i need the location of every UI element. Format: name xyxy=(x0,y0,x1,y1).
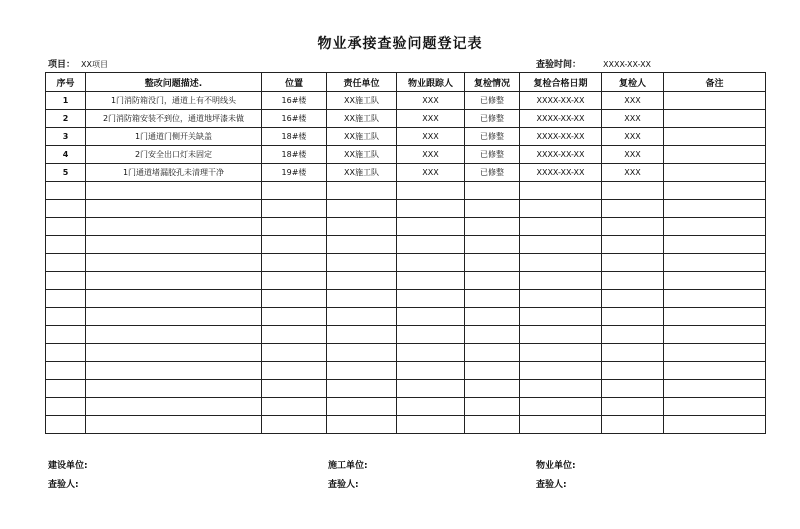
cell-unit xyxy=(327,380,397,398)
cell-date xyxy=(520,218,602,236)
cell-inspector: XXX xyxy=(602,92,664,110)
cell-desc: 1门通道门侧开关缺盖 xyxy=(86,128,262,146)
meta-row xyxy=(46,57,766,71)
cell-unit xyxy=(327,344,397,362)
cell-location xyxy=(262,182,327,200)
cell-no: 2 xyxy=(46,110,86,128)
cell-unit xyxy=(327,236,397,254)
cell-inspector xyxy=(602,182,664,200)
table-row-empty xyxy=(46,200,766,218)
cell-location: 18#楼 xyxy=(262,128,327,146)
cell-desc xyxy=(86,308,262,326)
cell-status xyxy=(465,308,520,326)
cell-date xyxy=(520,290,602,308)
cell-tracker xyxy=(397,326,465,344)
inspector-label: 查验人: xyxy=(328,480,359,490)
cell-status xyxy=(465,416,520,434)
cell-note xyxy=(664,128,766,146)
table-row-empty xyxy=(46,344,766,362)
inspector-label: 查验人: xyxy=(536,480,567,490)
table-row-empty xyxy=(46,380,766,398)
cell-location xyxy=(262,290,327,308)
cell-no: 5 xyxy=(46,164,86,182)
cell-date: XXXX-XX-XX xyxy=(520,128,602,146)
cell-inspector xyxy=(602,218,664,236)
cell-desc xyxy=(86,398,262,416)
cell-location xyxy=(262,380,327,398)
cell-tracker xyxy=(397,272,465,290)
cell-note xyxy=(664,254,766,272)
cell-date xyxy=(520,200,602,218)
cell-inspector xyxy=(602,254,664,272)
cell-tracker: XXX xyxy=(397,146,465,164)
cell-status: 已修整 xyxy=(465,92,520,110)
cell-no xyxy=(46,344,86,362)
cell-inspector: XXX xyxy=(602,128,664,146)
cell-location xyxy=(262,200,327,218)
cell-location xyxy=(262,326,327,344)
cell-desc xyxy=(86,380,262,398)
table-row-empty xyxy=(46,236,766,254)
cell-no xyxy=(46,182,86,200)
cell-desc: 2门安全出口灯未固定 xyxy=(86,146,262,164)
cell-tracker: XXX xyxy=(397,92,465,110)
date-info xyxy=(536,57,651,70)
cell-no xyxy=(46,254,86,272)
cell-unit: XX施工队 xyxy=(327,92,397,110)
date-label: 查验时间： xyxy=(536,60,582,70)
cell-tracker: XXX xyxy=(397,110,465,128)
cell-location xyxy=(262,218,327,236)
cell-status xyxy=(465,254,520,272)
cell-inspector xyxy=(602,344,664,362)
cell-no xyxy=(46,218,86,236)
cell-status: 已修整 xyxy=(465,110,520,128)
cell-date: XXXX-XX-XX xyxy=(520,164,602,182)
cell-note xyxy=(664,164,766,182)
cell-unit xyxy=(327,326,397,344)
cell-status: 已修整 xyxy=(465,128,520,146)
cell-note xyxy=(664,92,766,110)
table-row-empty xyxy=(46,416,766,434)
cell-note xyxy=(664,362,766,380)
cell-unit: XX施工队 xyxy=(327,110,397,128)
cell-date xyxy=(520,308,602,326)
cell-desc xyxy=(86,362,262,380)
cell-inspector xyxy=(602,200,664,218)
table-row-empty xyxy=(46,182,766,200)
cell-inspector xyxy=(602,308,664,326)
cell-status xyxy=(465,380,520,398)
cell-tracker xyxy=(397,362,465,380)
cell-unit xyxy=(327,200,397,218)
cell-location xyxy=(262,272,327,290)
cell-date xyxy=(520,344,602,362)
cell-note xyxy=(664,398,766,416)
table-row-empty xyxy=(46,398,766,416)
cell-status xyxy=(465,398,520,416)
cell-date: XXXX-XX-XX xyxy=(520,92,602,110)
project-label: 项目： xyxy=(48,60,76,70)
cell-date xyxy=(520,398,602,416)
cell-status xyxy=(465,344,520,362)
cell-inspector: XXX xyxy=(602,110,664,128)
header-cell-unit: 责任单位 xyxy=(327,73,397,92)
cell-desc xyxy=(86,254,262,272)
cell-tracker xyxy=(397,308,465,326)
cell-note xyxy=(664,416,766,434)
cell-unit: XX施工队 xyxy=(327,128,397,146)
cell-desc xyxy=(86,416,262,434)
cell-desc: 2门消防箱安装不到位，通道地坪漆未做 xyxy=(86,110,262,128)
cell-inspector xyxy=(602,362,664,380)
builder-unit-label: 施工单位: xyxy=(328,461,368,471)
header-cell-date: 复检合格日期 xyxy=(520,73,602,92)
cell-no xyxy=(46,398,86,416)
table-row-empty xyxy=(46,362,766,380)
table-row xyxy=(46,164,766,182)
cell-location xyxy=(262,308,327,326)
cell-date: XXXX-XX-XX xyxy=(520,146,602,164)
cell-inspector xyxy=(602,398,664,416)
cell-date: XXXX-XX-XX xyxy=(520,110,602,128)
header-cell-note: 备注 xyxy=(664,73,766,92)
project-info xyxy=(48,57,108,70)
table-row-empty xyxy=(46,326,766,344)
cell-note xyxy=(664,326,766,344)
cell-unit xyxy=(327,182,397,200)
cell-inspector xyxy=(602,326,664,344)
cell-unit xyxy=(327,308,397,326)
cell-tracker xyxy=(397,344,465,362)
cell-note xyxy=(664,218,766,236)
cell-no xyxy=(46,200,86,218)
cell-note xyxy=(664,146,766,164)
cell-location xyxy=(262,254,327,272)
cell-unit xyxy=(327,290,397,308)
cell-status xyxy=(465,272,520,290)
cell-inspector xyxy=(602,236,664,254)
cell-date xyxy=(520,362,602,380)
cell-inspector: XXX xyxy=(602,164,664,182)
cell-date xyxy=(520,416,602,434)
cell-desc xyxy=(86,290,262,308)
cell-inspector xyxy=(602,272,664,290)
table-row xyxy=(46,146,766,164)
cell-desc xyxy=(86,218,262,236)
cell-unit xyxy=(327,362,397,380)
cell-date xyxy=(520,380,602,398)
cell-desc xyxy=(86,182,262,200)
cell-unit xyxy=(327,254,397,272)
cell-status xyxy=(465,200,520,218)
cell-tracker xyxy=(397,398,465,416)
table-row-empty xyxy=(46,290,766,308)
cell-note xyxy=(664,290,766,308)
cell-no xyxy=(46,380,86,398)
cell-inspector: XXX xyxy=(602,146,664,164)
cell-no xyxy=(46,272,86,290)
cell-unit: XX施工队 xyxy=(327,164,397,182)
table-header-row xyxy=(46,73,766,92)
cell-tracker xyxy=(397,290,465,308)
cell-tracker xyxy=(397,380,465,398)
cell-status xyxy=(465,218,520,236)
cell-location: 19#楼 xyxy=(262,164,327,182)
header-cell-no: 序号 xyxy=(46,73,86,92)
cell-inspector xyxy=(602,416,664,434)
signature-row-inspectors xyxy=(46,477,766,491)
inspector-label: 查验人: xyxy=(48,480,79,490)
property-unit-label: 物业单位: xyxy=(536,461,576,471)
cell-desc xyxy=(86,326,262,344)
cell-tracker xyxy=(397,416,465,434)
signature-row-units xyxy=(46,458,766,472)
cell-tracker xyxy=(397,254,465,272)
table-row-empty xyxy=(46,308,766,326)
cell-no xyxy=(46,362,86,380)
cell-date xyxy=(520,272,602,290)
cell-date xyxy=(520,254,602,272)
header-cell-location: 位置 xyxy=(262,73,327,92)
cell-unit: XX施工队 xyxy=(327,146,397,164)
cell-status xyxy=(465,326,520,344)
cell-no: 3 xyxy=(46,128,86,146)
cell-no xyxy=(46,290,86,308)
cell-unit xyxy=(327,218,397,236)
cell-date xyxy=(520,182,602,200)
cell-location xyxy=(262,236,327,254)
cell-date xyxy=(520,236,602,254)
cell-desc: 1门消防箱没门，通道上有不明线头 xyxy=(86,92,262,110)
cell-note xyxy=(664,200,766,218)
cell-desc xyxy=(86,200,262,218)
cell-inspector xyxy=(602,380,664,398)
cell-tracker xyxy=(397,218,465,236)
cell-location xyxy=(262,344,327,362)
cell-no xyxy=(46,308,86,326)
cell-no xyxy=(46,236,86,254)
project-value: XX项目 xyxy=(81,60,108,69)
cell-unit xyxy=(327,416,397,434)
cell-no xyxy=(46,416,86,434)
cell-no xyxy=(46,326,86,344)
table-row xyxy=(46,128,766,146)
cell-inspector xyxy=(602,290,664,308)
header-cell-desc: 整改问题描述. xyxy=(86,73,262,92)
cell-tracker xyxy=(397,182,465,200)
cell-tracker: XXX xyxy=(397,164,465,182)
cell-desc xyxy=(86,344,262,362)
cell-note xyxy=(664,272,766,290)
cell-desc: 1门通道堵漏胶孔未清理干净 xyxy=(86,164,262,182)
cell-note xyxy=(664,182,766,200)
cell-note xyxy=(664,380,766,398)
issue-table xyxy=(45,72,766,434)
table-row-empty xyxy=(46,272,766,290)
table-row xyxy=(46,110,766,128)
cell-status xyxy=(465,236,520,254)
page-title: 物业承接查验问题登记表 xyxy=(317,36,483,52)
table-row-empty xyxy=(46,254,766,272)
cell-location: 16#楼 xyxy=(262,92,327,110)
cell-tracker xyxy=(397,200,465,218)
construction-unit-label: 建设单位: xyxy=(48,461,88,471)
cell-note xyxy=(664,236,766,254)
cell-location xyxy=(262,398,327,416)
cell-desc xyxy=(86,272,262,290)
cell-desc xyxy=(86,236,262,254)
header-cell-inspector: 复检人 xyxy=(602,73,664,92)
table-row xyxy=(46,92,766,110)
cell-status: 已修整 xyxy=(465,146,520,164)
cell-tracker xyxy=(397,236,465,254)
cell-status xyxy=(465,290,520,308)
cell-status xyxy=(465,182,520,200)
date-value: XXXX-XX-XX xyxy=(603,60,652,69)
cell-location xyxy=(262,362,327,380)
cell-unit xyxy=(327,272,397,290)
cell-no: 1 xyxy=(46,92,86,110)
cell-no: 4 xyxy=(46,146,86,164)
cell-unit xyxy=(327,398,397,416)
cell-tracker: XXX xyxy=(397,128,465,146)
cell-note xyxy=(664,344,766,362)
header-cell-status: 复检情况 xyxy=(465,73,520,92)
table-row-empty xyxy=(46,218,766,236)
cell-note xyxy=(664,308,766,326)
cell-location: 18#楼 xyxy=(262,146,327,164)
cell-location xyxy=(262,416,327,434)
cell-date xyxy=(520,326,602,344)
cell-location: 16#楼 xyxy=(262,110,327,128)
cell-note xyxy=(664,110,766,128)
cell-status: 已修整 xyxy=(465,164,520,182)
header-cell-tracker: 物业跟踪人 xyxy=(397,73,465,92)
cell-status xyxy=(465,362,520,380)
